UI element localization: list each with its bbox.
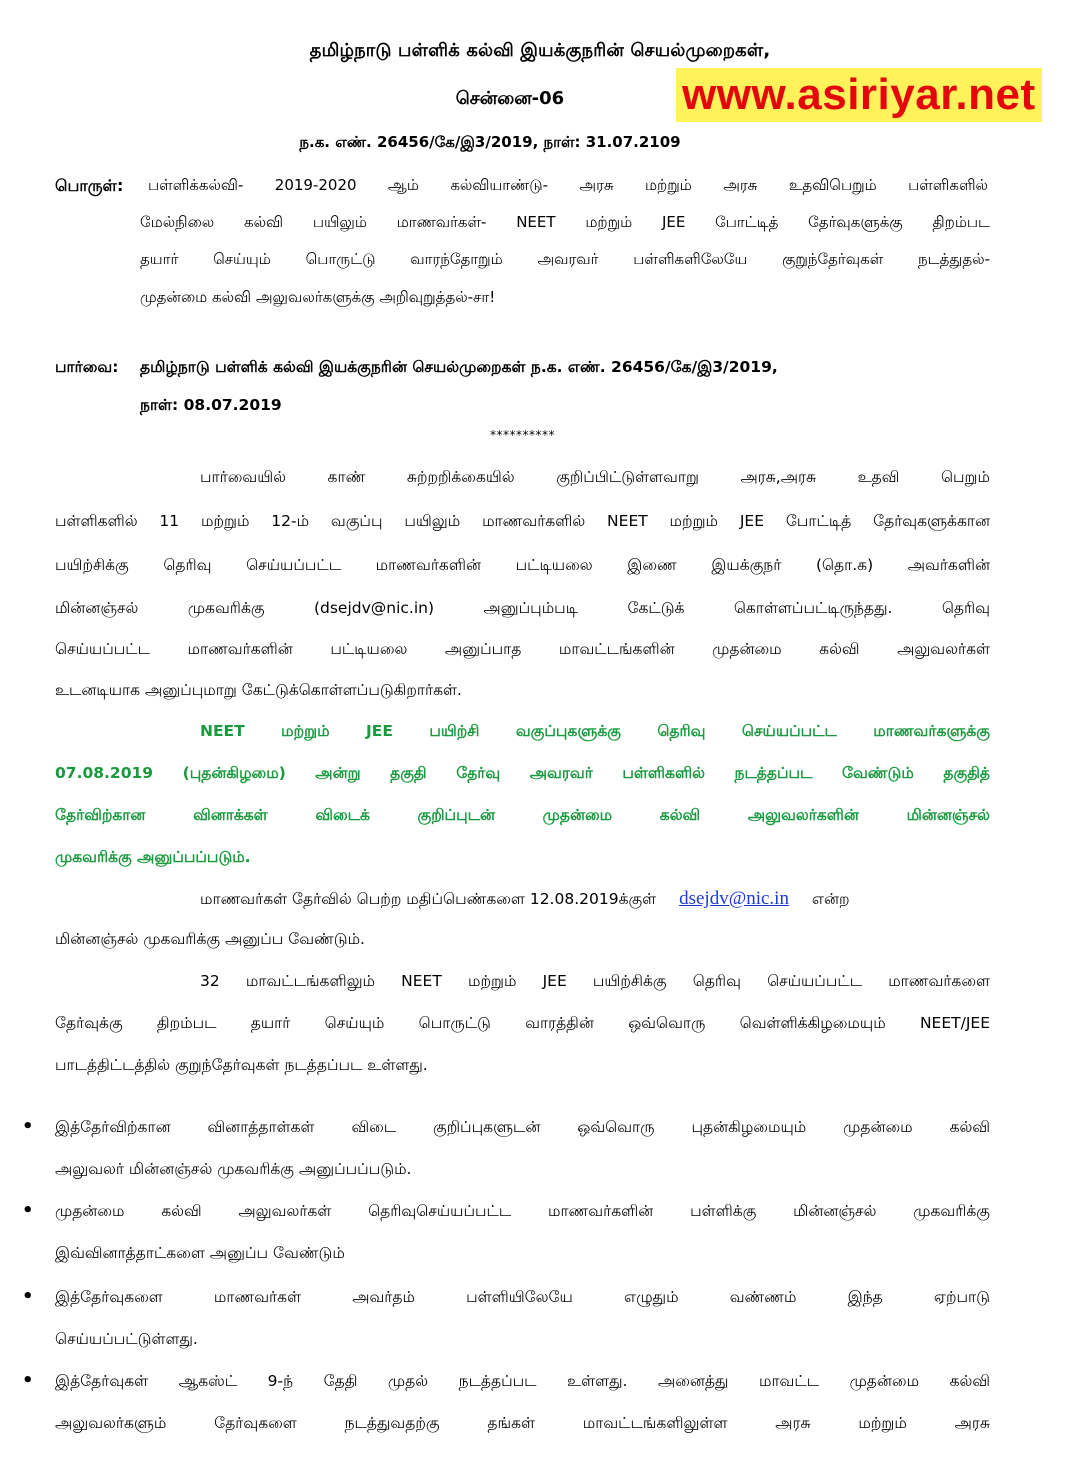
para2-line-2: 07.08.2019 (புதன்கிழமை) அன்று தகுதி தேர்வு அவரவர் பள்ளிகளில் நடத்தப்பட வேண்டும் தகுதித் — [55, 764, 990, 782]
bullet-4-line-2: அலுவலர்களும் தேர்வுகளை நடத்துவதற்கு தங்கள் மாவட்டங்களிலுள்ள அரசு மற்றும் அரசு — [55, 1414, 990, 1432]
para1-line-1: பார்வையில் காண் சுற்றறிக்கையில் குறிப்பிட்டுள்ளவாறு அரசு,அரசு உதவி பெறும் — [200, 468, 990, 486]
bullet-2-line-1: முதன்மை கல்வி அலுவலர்கள் தெரிவுசெய்யப்பட்ட மாணவர்களின் பள்ளிக்கு மின்னஞ்சல் முகவரிக்கு — [55, 1202, 990, 1220]
bullet-marker: • — [22, 1370, 34, 1391]
watermark-logo: www.asiriyar.net — [676, 68, 1042, 122]
para3-line-2: மின்னஞ்சல் முகவரிக்கு அனுப்ப வேண்டும். — [55, 930, 365, 948]
bullet-marker: • — [22, 1116, 34, 1137]
reference-label: பார்வை: — [55, 358, 119, 376]
bullet-3-line-1: இத்தேர்வுகளை மாணவர்கள் அவர்தம் பள்ளியிலேயே எழுதும் வண்ணம் இந்த ஏற்பாடு — [55, 1288, 990, 1306]
para1-line-2: பள்ளிகளில் 11 மற்றும் 12-ம் வகுப்பு பயிலும் மாணவர்களில் NEET மற்றும் JEE போட்டித் தேர்வுகளுக்கான — [55, 512, 990, 530]
para3-text-after: என்ற — [811, 890, 850, 908]
bullet-marker: • — [22, 1200, 34, 1221]
para2-line-3: தேர்விற்கான வினாக்கள் விடைக் குறிப்புடன் முதன்மை கல்வி அலுவலர்களின் மின்னஞ்சல் — [55, 806, 990, 824]
para1-line-5: செய்யப்பட்ட மாணவர்களின் பட்டியலை அனுப்பாத மாவட்டங்களின் முதன்மை கல்வி அலுவலர்கள் — [55, 640, 990, 658]
bullet-1-line-1: இத்தேர்விற்கான வினாத்தாள்கள் விடை குறிப்புகளுடன் ஒவ்வொரு புதன்கிழமையும் முதன்மை கல்வி — [55, 1118, 990, 1136]
reference-date: நாள்: 08.07.2019 — [140, 396, 282, 414]
email-link[interactable]: dsejdv@nic.in — [679, 888, 789, 909]
para4-line-1: 32 மாவட்டங்களிலும் NEET மற்றும் JEE பயிற்சிக்கு தெரிவு செய்யப்பட்ட மாணவர்களை — [200, 972, 990, 990]
para3-text-before: மாணவர்கள் தேர்வில் பெற்ற மதிப்பெண்களை 12.08.2019க்குள் — [200, 890, 657, 908]
bullet-marker: • — [22, 1286, 34, 1307]
subject-line-1: பள்ளிக்கல்வி- 2019-2020 ஆம் கல்வியாண்டு- அரசு மற்றும் அரசு உதவிபெறும் பள்ளிகளில் — [148, 176, 988, 194]
para4-line-2: தேர்வுக்கு திறம்பட தயார் செய்யும் பொருட்டு வாரத்தின் ஒவ்வொரு வெள்ளிக்கிழமையும் NEET/JEE — [55, 1014, 990, 1032]
subject-line-4: முதன்மை கல்வி அலுவலர்களுக்கு அறிவுறுத்தல்-சா! — [140, 288, 496, 306]
document-title: தமிழ்நாடு பள்ளிக் கல்வி இயக்குநரின் செயல்முறைகள், — [309, 40, 771, 61]
bullet-3-line-2: செய்யப்பட்டுள்ளது. — [55, 1330, 198, 1348]
separator: ********** — [490, 428, 555, 442]
para2-line-4: முகவரிக்கு அனுப்பப்படும். — [55, 848, 251, 866]
bullet-2-line-2: இவ்வினாத்தாட்களை அனுப்ப வேண்டும் — [55, 1244, 345, 1262]
para1-line-4: மின்னஞ்சல் முகவரிக்கு (dsejdv@nic.in) அனுப்பும்படி கேட்டுக் கொள்ளப்பட்டிருந்தது. தெரிவு — [55, 599, 990, 617]
subject-label: பொருள்: — [55, 176, 124, 195]
para4-line-3: பாடத்திட்டத்தில் குறுந்தேர்வுகள் நடத்தப்பட உள்ளது. — [55, 1056, 428, 1074]
subject-line-3: தயார் செய்யும் பொருட்டு வாரந்தோறும் அவரவர் பள்ளிகளிலேயே குறுந்தேர்வுகள் நடத்துதல்- — [140, 250, 990, 268]
reference-text: தமிழ்நாடு பள்ளிக் கல்வி இயக்குநரின் செயல்முறைகள் ந.க. எண். 26456/கே/இ3/2019, — [140, 358, 778, 376]
para1-line-6: உடனடியாக அனுப்புமாறு கேட்டுக்கொள்ளப்படுகிறார்கள். — [55, 681, 462, 699]
bullet-4-line-1: இத்தேர்வுகள் ஆகஸ்ட் 9-ந் தேதி முதல் நடத்தப்பட உள்ளது. அனைத்து மாவட்ட முதன்மை கல்வி — [55, 1372, 990, 1390]
subject-line-2: மேல்நிலை கல்வி பயிலும் மாணவர்கள்- NEET மற்றும் JEE போட்டித் தேர்வுகளுக்கு திறம்பட — [140, 213, 990, 231]
para2-line-1: NEET மற்றும் JEE பயிற்சி வகுப்புகளுக்கு தெரிவு செய்யப்பட்ட மாணவர்களுக்கு — [200, 722, 990, 740]
bullet-1-line-2: அலுவலர் மின்னஞ்சல் முகவரிக்கு அனுப்பப்படும். — [55, 1160, 412, 1178]
document-city: சென்னை-06 — [455, 88, 565, 109]
reference-number: ந.க. எண். 26456/கே/இ3/2019, நாள்: 31.07.2109 — [299, 133, 681, 151]
para1-line-3: பயிற்சிக்கு தெரிவு செய்யப்பட்ட மாணவர்களின் பட்டியலை இணை இயக்குநர் (தொ.க) அவர்களின் — [55, 556, 990, 574]
para3-line-1 — [200, 888, 850, 910]
